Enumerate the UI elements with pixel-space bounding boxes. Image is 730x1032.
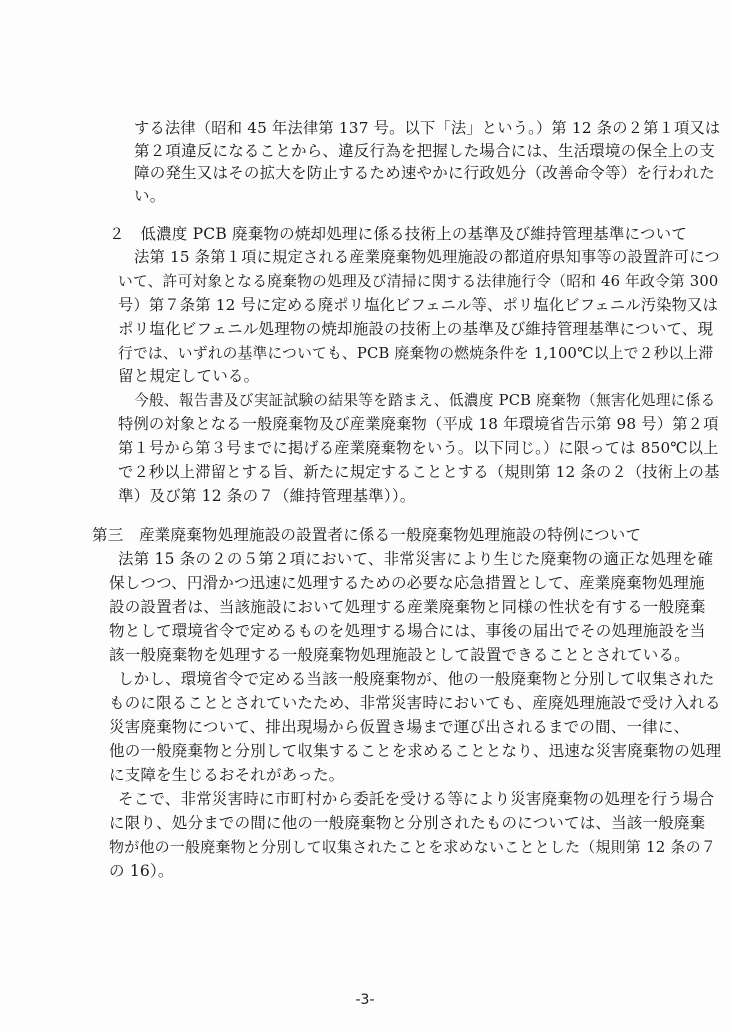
intro-line-4: い。 (134, 187, 166, 205)
section2-p2-line-4: で２秒以上滞留とする旨、新たに規定することとする（規則第 12 条の２（技術上の基 (118, 463, 720, 481)
section3-p1-line-2: 保しつつ、円滑かつ迅速に処理するための必要な応急措置として、産業廃棄物処理施 (109, 574, 705, 592)
section3-p2-line-3: 災害廃棄物について、排出現場から仮置き場まで運び出されるまでの間、一律に、 (109, 718, 690, 736)
section2-p1-line-3: 号）第７条第 12 号に定める廃ポリ塩化ビフェニル等、ポリ塩化ビフェニル汚染物又は (118, 296, 719, 314)
section2-p1-line-6: 留と規定している。 (118, 367, 260, 385)
section2-p2-line-5: 準）及び第 12 条の７（維持管理基準））。 (118, 487, 416, 505)
section2-p1-line-4: ポリ塩化ビフェニル処理物の焼却施設の技術上の基準及び維持管理基準について、現 (118, 320, 714, 338)
section3-p3-line-2: に限り、処分までの間に他の一般廃棄物と分別されたものについては、当該一般廃棄 (109, 814, 706, 832)
section2-p2-line-2: 特例の対象となる一般廃棄物及び産業廃棄物（平成 18 年環境省告示第 98 号）第２項 (118, 415, 719, 433)
section2-p1-line-1: 法第 15 条第１項に規定される産業廃棄物処理施設の都道府県知事等の設置許可につ (134, 248, 720, 266)
section3-p2-line-5: に支障を生じるおそれがあった。 (109, 766, 345, 784)
intro-line-2: 第２項違反になることから、違反行為を把握した場合には、生活環境の保全上の支 (134, 142, 715, 160)
section2-heading: ２ 低濃度 PCB 廃棄物の焼却処理に係る技術上の基準及び維持管理基準について (109, 225, 688, 243)
intro-line-1: する法律（昭和 45 年法律第 137 号。以下「法」という。）第 12 条の２第１項又は (134, 119, 721, 137)
section2-p1-line-2: いて、許可対象となる廃棄物の処理及び清掃に関する法律施行令（昭和 46 年政令第 300 (118, 273, 719, 290)
section3-p3-line-4: の 16）。 (109, 862, 174, 880)
section3-p3-line-3: 物が他の一般廃棄物と分別して収集されたことを求めないこととした（規則第 12 条の７ (109, 838, 717, 856)
section2-p1-line-5: 行では、いずれの基準についても、PCB 廃棄物の燃焼条件を 1,100℃以上で２秒以上滞 (118, 345, 714, 362)
page-number: -3- (355, 992, 375, 1008)
intro-line-3: 障の発生又はその拡大を防止するため速やかに行政処分（改善命令等）を行われた (134, 164, 715, 182)
section3-heading: 第三 産業廃棄物処理施設の設置者に係る一般廃棄物処理施設の特例について (92, 526, 642, 544)
section3-p2-line-1: しかし、環境省令で定める当該一般廃棄物が、他の一般廃棄物と分別して収集された (118, 670, 715, 688)
section3-p1-line-4: 物として環境省令で定めるものを処理する場合には、事後の届出でその処理施設を当 (109, 622, 706, 640)
section2-p2-line-3: 第１号から第３号までに掲げる産業廃棄物をいう。以下同じ。）に限っては 850℃以上 (118, 439, 719, 457)
section2-p2-line-1: 今般、報告書及び実証試験の結果等を踏まえ、低濃度 PCB 廃棄物（無害化処理に係る (134, 392, 716, 409)
section3-p1-line-1: 法第 15 条の２の５第２項において、非常災害により生じた廃棄物の適正な処理を確 (118, 550, 714, 568)
section3-p1-line-5: 該一般廃棄物を処理する一般廃棄物処理施設として設置できることとされている。 (109, 646, 690, 664)
section3-p2-line-2: ものに限ることとされていたため、非常災害時においても、産廃処理施設で受け入れる (109, 694, 721, 712)
section3-p1-line-3: 設の設置者は、当該施設において処理する産業廃棄物と同様の性状を有する一般廃棄 (109, 598, 706, 616)
section3-p3-line-1: そこで、非常災害時に市町村から委託を受ける等により災害廃棄物の処理を行う場合 (118, 790, 715, 808)
section3-p2-line-4: 他の一般廃棄物と分別して収集することを求めることとなり、迅速な災害廃棄物の処理 (109, 742, 722, 760)
